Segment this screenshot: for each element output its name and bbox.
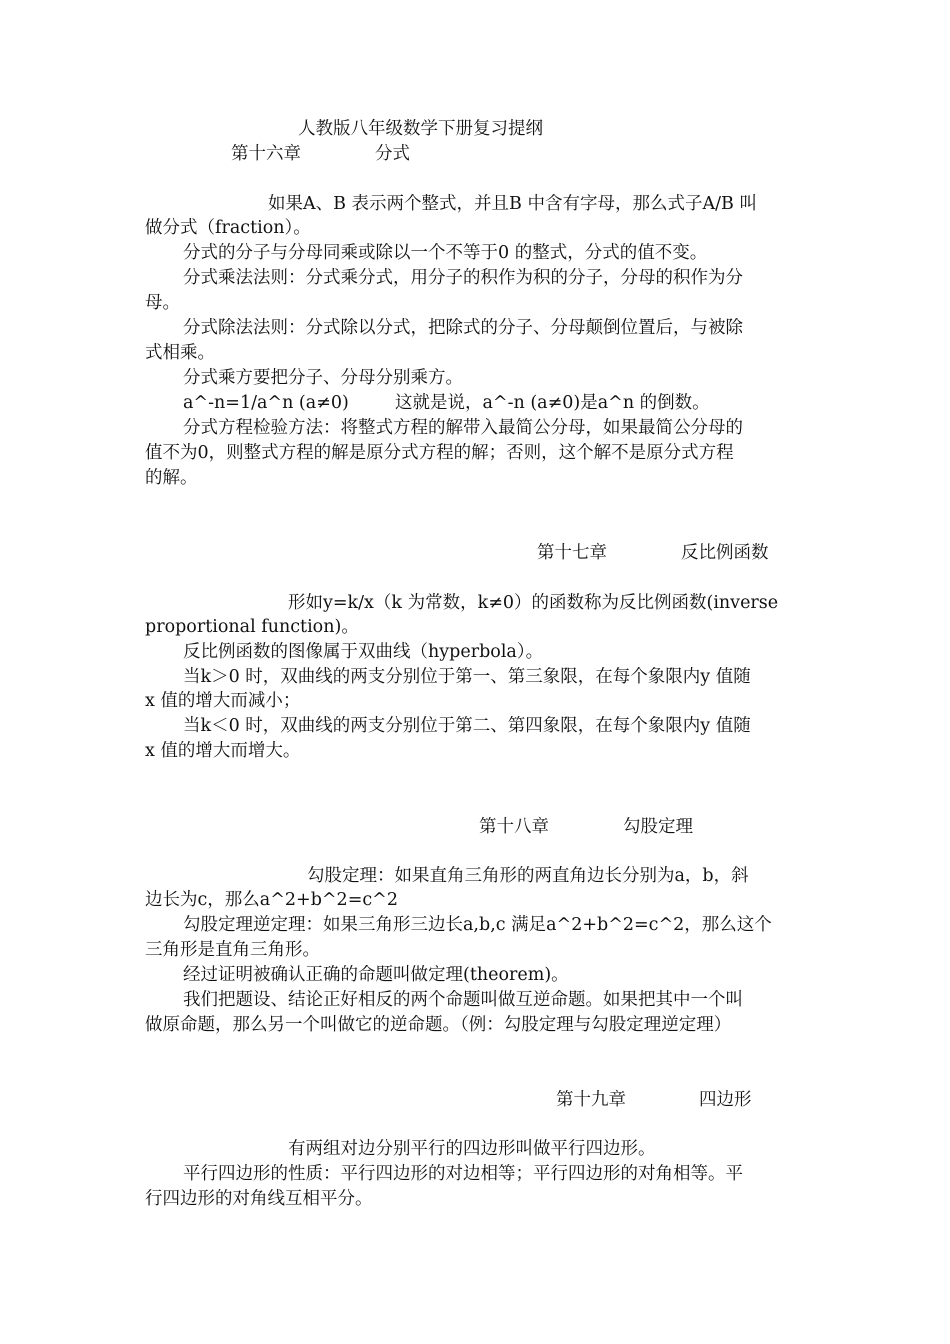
- ch16-paragraph-1: 分式的分子与分母同乘或除以一个不等于0 的整式，分式的值不变。: [183, 243, 708, 263]
- ch16-paragraph-6-line3: 的解。: [145, 468, 198, 488]
- ch16-paragraph-3-line2: 式相乘。: [145, 343, 215, 363]
- chapter-18-name: 勾股定理: [623, 817, 693, 837]
- ch16-definition-line2: 做分式（fraction）。: [145, 218, 311, 238]
- ch18-paragraph-3-line1: 我们把题设、结论正好相反的两个命题叫做互逆命题。如果把其中一个叫: [183, 990, 743, 1010]
- ch19-paragraph-1-line1: 平行四边形的性质：平行四边形的对边相等；平行四边形的对角相等。平: [183, 1164, 743, 1184]
- ch18-definition-line2: 边长为c，那么a^2+b^2=c^2: [145, 890, 398, 910]
- ch16-paragraph-2-line1: 分式乘法法则：分式乘分式，用分子的积作为积的分子，分母的积作为分: [183, 268, 743, 288]
- ch18-paragraph-3-line2: 做原命题，那么另一个叫做它的逆命题。（例：勾股定理与勾股定理逆定理）: [145, 1015, 732, 1035]
- ch16-formula: a^-n=1/a^n (a≠0): [183, 393, 349, 413]
- chapter-16-number: 第十六章: [231, 144, 301, 164]
- ch18-paragraph-2: 经过证明被确认正确的命题叫做定理(theorem)。: [183, 965, 569, 985]
- chapter-18-number: 第十八章: [479, 817, 549, 837]
- ch18-paragraph-1-line2: 三角形是直角三角形。: [145, 940, 320, 960]
- ch16-formula-explanation: 这就是说，a^-n (a≠0)是a^n 的倒数。: [395, 393, 710, 413]
- ch16-definition-line1: 如果A、B 表示两个整式，并且B 中含有字母，那么式子A/B 叫: [268, 194, 757, 214]
- ch17-paragraph-2-line2: x 值的增大而减小；: [145, 691, 301, 711]
- chapter-19-name: 四边形: [699, 1090, 752, 1110]
- ch16-paragraph-6-line2: 值不为0，则整式方程的解是原分式方程的解；否则，这个解不是原分式方程: [145, 443, 734, 463]
- ch18-definition-line1: 勾股定理：如果直角三角形的两直角边长分别为a，b，斜: [307, 866, 749, 886]
- ch17-definition-line2: proportional function)。: [145, 617, 359, 637]
- ch17-paragraph-1: 反比例函数的图像属于双曲线（hyperbola）。: [183, 642, 544, 662]
- ch16-paragraph-2-line2: 母。: [145, 293, 180, 313]
- document-title: 人教版八年级数学下册复习提纲: [298, 119, 543, 139]
- ch16-paragraph-6-line1: 分式方程检验方法：将整式方程的解带入最简公分母，如果最简公分母的: [183, 418, 743, 438]
- ch17-paragraph-3-line2: x 值的增大而增大。: [145, 741, 301, 761]
- ch17-paragraph-2-line1: 当k＞0 时，双曲线的两支分别位于第一、第三象限，在每个象限内y 值随: [183, 667, 751, 687]
- ch16-paragraph-4: 分式乘方要把分子、分母分别乘方。: [183, 368, 463, 388]
- ch16-paragraph-3-line1: 分式除法法则：分式除以分式，把除式的分子、分母颠倒位置后，与被除: [183, 318, 743, 338]
- ch19-paragraph-1-line2: 行四边形的对角线互相平分。: [145, 1189, 373, 1209]
- chapter-19-number: 第十九章: [556, 1090, 626, 1110]
- ch19-definition: 有两组对边分别平行的四边形叫做平行四边形。: [288, 1139, 656, 1159]
- ch17-paragraph-3-line1: 当k＜0 时，双曲线的两支分别位于第二、第四象限，在每个象限内y 值随: [183, 716, 751, 736]
- chapter-17-number: 第十七章: [537, 543, 607, 563]
- ch18-paragraph-1-line1: 勾股定理逆定理：如果三角形三边长a,b,c 满足a^2+b^2=c^2，那么这个: [183, 915, 772, 935]
- ch17-definition-line1: 形如y=k/x（k 为常数，k≠0）的函数称为反比例函数(inverse: [288, 593, 779, 613]
- chapter-16-name: 分式: [375, 144, 410, 164]
- chapter-17-name: 反比例函数: [681, 543, 769, 563]
